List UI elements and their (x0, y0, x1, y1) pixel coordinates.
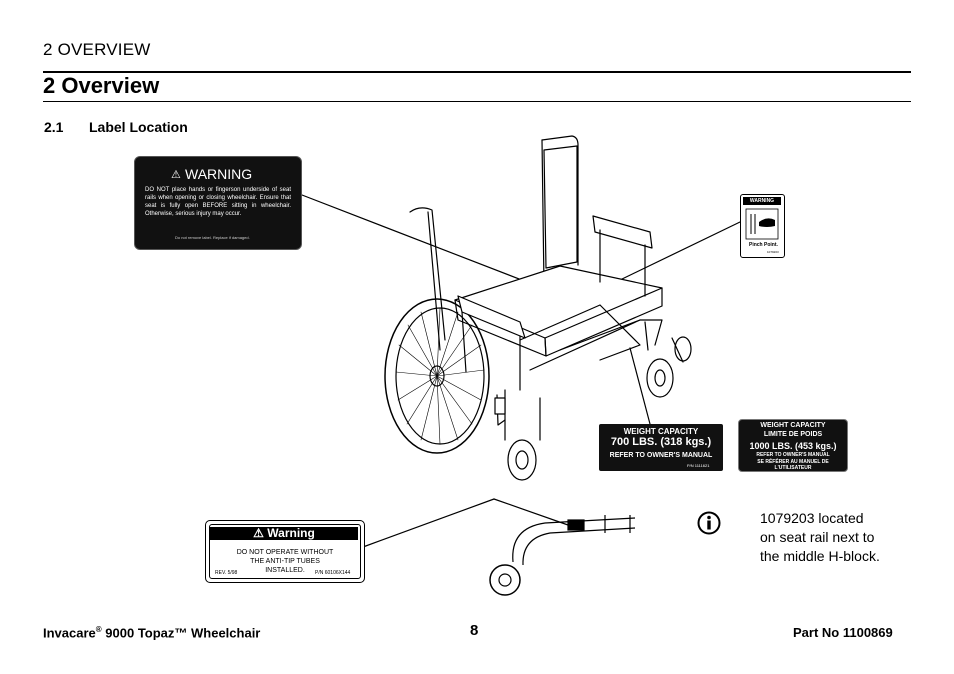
label-line: DO NOT OPERATE WITHOUT (236, 549, 334, 556)
label-caption: Pinch Point. (749, 242, 778, 248)
label-number: 1079203 (767, 250, 779, 254)
leader-seat-warning (302, 195, 545, 289)
label-body: DO NOT place hands or fingerson underside of seat rails when opening or closing wheelchair. Ensure that seat is fully open BEFORE sitting in wheelchair. Otherwise, serious injury may occur. (145, 187, 291, 217)
seat-warning-label (134, 156, 302, 250)
weight-capacity-1000-label (738, 419, 848, 472)
label-line: WEIGHT CAPACITY (760, 422, 826, 429)
note-text: 1079203 located on seat rail next to the middle H-block. (760, 510, 880, 564)
pinch-point-label (740, 194, 785, 258)
label-line: SE RÉFÉRER AU MANUEL DE L'UTILISATEUR (757, 459, 829, 471)
footer-product (43, 625, 260, 640)
label-part-number: P/N 60106X144 (315, 570, 351, 576)
warning-triangle-icon: ⚠ (253, 526, 268, 540)
antitip-warning-label (205, 520, 365, 583)
pinch-hand-icon (745, 208, 779, 240)
label-heading: Warning (267, 526, 315, 540)
leader-antitip-b (494, 499, 568, 525)
running-header: 2 OVERVIEW (43, 40, 151, 59)
label-line: THE ANTI-TIP TUBES (250, 558, 320, 565)
footer-brand: Invacare (43, 625, 96, 641)
label-line: INSTALLED. (265, 567, 305, 574)
label-line: REFER TO OWNER'S MANUAL (756, 452, 830, 458)
label-heading-bar (210, 527, 358, 540)
label-line: REFER TO OWNER'S MANUAL (609, 452, 713, 459)
label-part-number: P/N 1111621 (687, 463, 710, 468)
leader-antitip-a (363, 499, 494, 547)
label-heading: WARNING (743, 197, 781, 205)
warning-triangle-icon: ⚠ (171, 169, 181, 181)
leader-weight (630, 348, 650, 424)
chapter-title: 2 Overview (43, 73, 160, 98)
label-capacity: 700 LBS. (318 kgs.) (610, 436, 712, 448)
section-number: 2.1 (44, 119, 64, 135)
weight-capacity-700-label (599, 424, 723, 471)
footer-product-name: 9000 Topaz™ Wheelchair (101, 625, 261, 641)
info-icon (697, 511, 721, 535)
label-line: WEIGHT CAPACITY (623, 427, 699, 436)
section-title: Label Location (89, 119, 188, 135)
label-line: LIMITE DE POIDS (763, 431, 823, 438)
footer-part-number: Part No 1100869 (793, 625, 893, 640)
label-footer: Do not remove label. Replace if damaged. (175, 235, 250, 240)
label-capacity: 1000 LBS. (453 kgs.) (749, 441, 837, 451)
label-revision: REV. 5/98 (215, 570, 238, 576)
page-number: 8 (470, 622, 479, 639)
registered-mark: ® (95, 625, 102, 634)
label-heading: WARNING (185, 166, 253, 182)
